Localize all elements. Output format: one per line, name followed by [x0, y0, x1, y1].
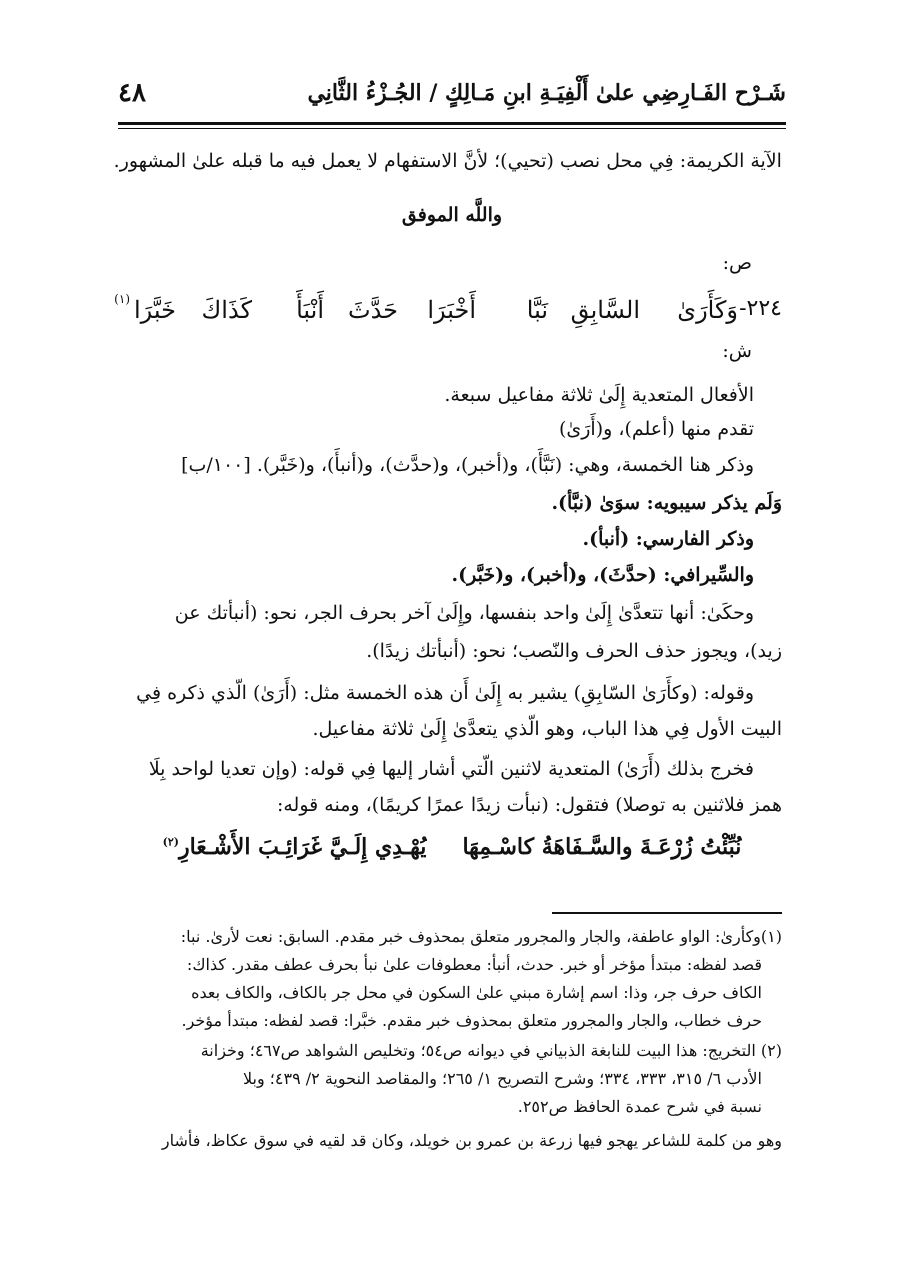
verse-word: أَنْبَأَ	[296, 296, 324, 324]
closing-phrase: واللَّه الموفق	[401, 204, 503, 226]
header-rule-thin	[118, 128, 786, 129]
body-line: تقدم منها (أعلم)، و(أَرَىٰ)	[558, 418, 754, 440]
footnote-ref: (١)	[114, 292, 130, 306]
running-title: شَـرْح الفَـارِضِي علىٰ أَلْفِيَـةِ ابنِ مَـالِكٍ / الجُـزْءُ الثَّانِي	[307, 80, 786, 106]
body-line: وقوله: (وكأَرَىٰ السّابِقِ) يشير به إِلَىٰ أَن هذه الخمسة مثل: (أَرَىٰ) الّذي ذكره فِي	[136, 682, 754, 704]
poem-verse	[118, 834, 786, 860]
footnote-line: الكاف حرف جر، وذا: اسم إشارة مبني علىٰ السكون في محل جر بالكاف، والكاف بعده	[191, 983, 762, 1002]
body-line: وذكر الفارسي: (أنبأ).	[582, 528, 754, 550]
shin-label: ش:	[722, 340, 752, 362]
body-line: فخرج بذلك (أَرَىٰ) المتعدية لاثنين الّتي أشار إليها فِي قوله: (وإن تعديا لواحد بِلَا	[148, 758, 754, 780]
body-line: والسِّيرافي: (حدَّثَ)، و(أخبر)، و(خَبَّر).	[451, 564, 754, 586]
footnote-line: (٢) التخريج: هذا البيت للنابغة الذبياني في ديوانه ص٥٤؛ وتخليص الشواهد ص٤٦٧؛ وخزانة	[200, 1041, 782, 1060]
page-number: ٤٨	[118, 78, 146, 108]
body-line: الأفعال المتعدية إِلَىٰ ثلاثة مفاعيل سبعة.	[444, 384, 754, 406]
body-line: وذكر هنا الخمسة، وهي: (نَبَّأَ)، و(أخبر)، و(حدَّث)، و(أنبأَ)، و(خَبَّر). [١٠٠/ب]	[181, 454, 754, 476]
verse-word: نَبَّا	[526, 296, 548, 324]
verse-word: كَذَاكَ	[201, 296, 252, 324]
footnote-line: وهو من كلمة للشاعر يهجو فيها زرعة بن عمرو بن خويلد، وكان قد لقيه في سوق عكاظ، فأشار	[161, 1131, 782, 1150]
verse-word: أَخْبَرَا	[427, 296, 476, 324]
body-line: زيد)، ويجوز حذف الحرف والنّصب؛ نحو: (أنبأتك زيدًا).	[366, 640, 782, 662]
verse-word: السَّابِقِ	[570, 296, 640, 324]
poem-hemistich-text: يُهْـدِي إِلَـيَّ غَرَائِـبَ الأَشْـعَارِ	[178, 834, 427, 860]
sad-label: ص:	[722, 252, 752, 274]
verse-word: حَدَّثَ	[347, 296, 398, 324]
footnote-line: قصد لفظه: مبتدأ مؤخر أو خبر. حدث، أنبأ: معطوفات علىٰ نبأ بحرف عطف مقدر. كذاك:	[186, 955, 762, 974]
footnote-line: نسبة في شرح عمدة الحافظ ص٢٥٢.	[517, 1097, 762, 1116]
verse-word: خَبَّرَا	[134, 296, 176, 324]
footnote-separator	[552, 912, 782, 914]
page-header	[118, 72, 786, 116]
verse-number: ٢٢٤-	[739, 296, 782, 321]
footnote-line: حرف خطاب، والجار والمجرور متعلق بمحذوف خبر مقدم. خبَّرا: قصد لفظه: مبتدأ مؤخر.	[181, 1011, 762, 1030]
body-line: البيت الأول فِي هذا الباب، وهو الّذي يتعدَّىٰ إِلَىٰ ثلاثة مفاعيل.	[312, 718, 782, 740]
body-line: وَلَم يذكر سيبويه: سوَىٰ (نبَّأ).	[551, 492, 782, 514]
footnote-line: (١)وكأرىٰ: الواو عاطفة، والجار والمجرور متعلق بمحذوف خبر مقدم. السابق: نعت لأرىٰ. نبا:	[180, 927, 782, 946]
footnote-line: الأدب ٦/ ٣١٥، ٣٣٣، ٣٣٤؛ وشرح التصريح ١/ ٢٦٥؛ والمقاصد النحوية ٢/ ٤٣٩؛ وبلا	[242, 1069, 762, 1088]
footnote-ref: (٢)	[162, 835, 179, 849]
poem-hemistich	[163, 834, 427, 860]
body-line: همز فلاثنين به توصلا) فتقول: (نبأت زيدًا عمرًا كريمًا)، ومنه قوله:	[276, 794, 782, 816]
body-line: الآية الكريمة: فِي محل نصب (تحيي)؛ لأنَّ الاستفهام لا يعمل فيه ما قبله علىٰ المشهور.	[113, 150, 782, 172]
header-rule-thick	[118, 122, 786, 125]
body-line: وحكَىٰ: أنها تتعدَّىٰ إِلَىٰ واحد بنفسها، وإِلَىٰ آخر بحرف الجر، نحو: (أنبأتك عن	[174, 602, 754, 624]
poem-hemistich: نُبِّئْتُ زُرْعَـةَ والسَّـفَاهَةُ كاسْـمِهَا	[462, 834, 742, 860]
verse-word: وَكَأَرَىٰ	[677, 296, 738, 324]
